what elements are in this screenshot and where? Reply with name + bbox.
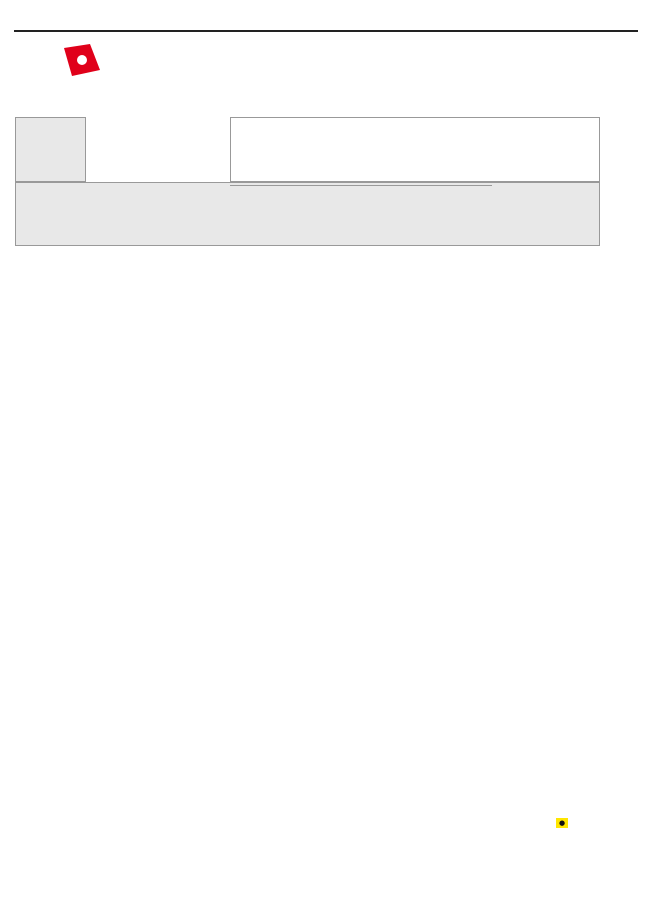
table-header	[15, 182, 600, 246]
recommendation-grid	[230, 117, 600, 182]
work-material-label	[15, 117, 86, 182]
coating-header	[230, 185, 492, 186]
new-legend: ●	[556, 818, 571, 828]
cp-insert-logo-icon	[60, 42, 104, 78]
header-rule	[14, 30, 638, 32]
